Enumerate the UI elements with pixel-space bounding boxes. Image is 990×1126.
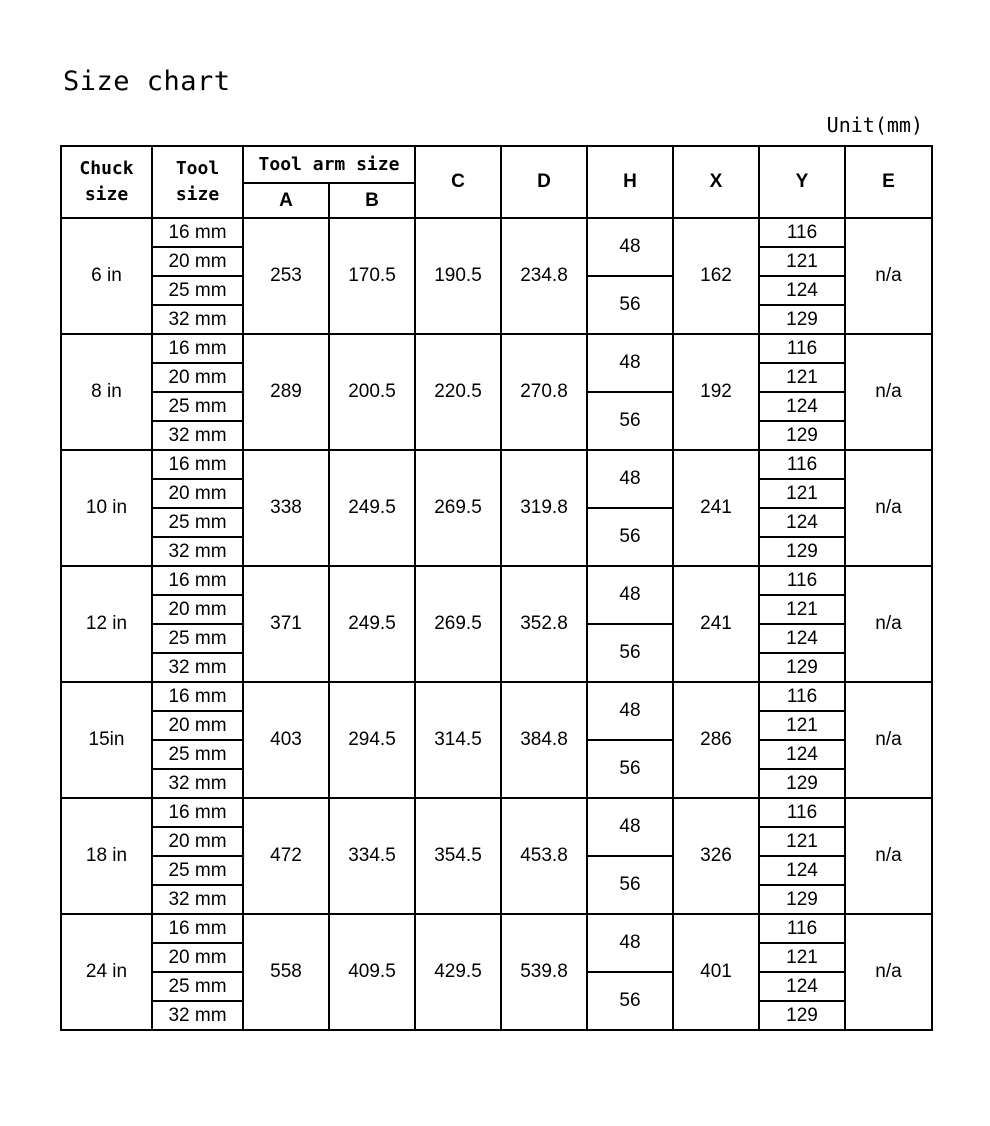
d-cell: 270.8 (501, 334, 587, 450)
h-cell: 48 (587, 798, 673, 856)
c-cell: 269.5 (415, 566, 501, 682)
y-cell: 129 (759, 421, 845, 450)
tool-size-cell: 25 mm (152, 972, 243, 1001)
b-cell: 409.5 (329, 914, 415, 1030)
a-cell: 338 (243, 450, 329, 566)
header-e: E (845, 146, 932, 218)
y-cell: 124 (759, 624, 845, 653)
tool-size-cell: 16 mm (152, 218, 243, 247)
y-cell: 124 (759, 972, 845, 1001)
b-cell: 294.5 (329, 682, 415, 798)
a-cell: 558 (243, 914, 329, 1030)
tool-size-cell: 25 mm (152, 276, 243, 305)
a-cell: 403 (243, 682, 329, 798)
h-cell: 48 (587, 218, 673, 276)
tool-size-cell: 32 mm (152, 769, 243, 798)
x-cell: 326 (673, 798, 759, 914)
y-cell: 116 (759, 218, 845, 247)
y-cell: 116 (759, 450, 845, 479)
tool-size-cell: 20 mm (152, 943, 243, 972)
table-row (61, 566, 932, 595)
tool-size-cell: 20 mm (152, 595, 243, 624)
h-cell: 56 (587, 508, 673, 566)
tool-size-cell: 32 mm (152, 537, 243, 566)
h-cell: 48 (587, 682, 673, 740)
chuck-size-cell: 18 in (61, 798, 152, 914)
b-cell: 170.5 (329, 218, 415, 334)
table-row (61, 914, 932, 943)
table-row (61, 218, 932, 247)
b-cell: 334.5 (329, 798, 415, 914)
c-cell: 269.5 (415, 450, 501, 566)
tool-size-cell: 20 mm (152, 363, 243, 392)
h-cell: 56 (587, 972, 673, 1030)
e-cell: n/a (845, 450, 932, 566)
a-cell: 371 (243, 566, 329, 682)
header-chuck-size: Chuck size (61, 146, 152, 218)
d-cell: 384.8 (501, 682, 587, 798)
tool-size-cell: 32 mm (152, 885, 243, 914)
header-a: A (243, 183, 329, 218)
tool-size-cell: 16 mm (152, 914, 243, 943)
b-cell: 249.5 (329, 566, 415, 682)
e-cell: n/a (845, 566, 932, 682)
tool-size-cell: 20 mm (152, 827, 243, 856)
header-b: B (329, 183, 415, 218)
tool-size-cell: 32 mm (152, 1001, 243, 1030)
e-cell: n/a (845, 334, 932, 450)
tool-size-cell: 25 mm (152, 392, 243, 421)
tool-size-cell: 16 mm (152, 566, 243, 595)
table-row (61, 682, 932, 711)
e-cell: n/a (845, 798, 932, 914)
h-cell: 48 (587, 566, 673, 624)
a-cell: 289 (243, 334, 329, 450)
y-cell: 116 (759, 566, 845, 595)
a-cell: 253 (243, 218, 329, 334)
header-tool-size: Tool size (152, 146, 243, 218)
d-cell: 539.8 (501, 914, 587, 1030)
y-cell: 124 (759, 856, 845, 885)
h-cell: 56 (587, 276, 673, 334)
x-cell: 401 (673, 914, 759, 1030)
y-cell: 129 (759, 769, 845, 798)
tool-size-cell: 32 mm (152, 305, 243, 334)
tool-size-cell: 16 mm (152, 450, 243, 479)
y-cell: 124 (759, 740, 845, 769)
c-cell: 354.5 (415, 798, 501, 914)
y-cell: 124 (759, 276, 845, 305)
y-cell: 116 (759, 798, 845, 827)
y-cell: 124 (759, 392, 845, 421)
tool-size-cell: 20 mm (152, 711, 243, 740)
c-cell: 190.5 (415, 218, 501, 334)
y-cell: 121 (759, 479, 845, 508)
table-body (61, 218, 932, 1030)
y-cell: 116 (759, 914, 845, 943)
page-title: Size chart (63, 66, 231, 97)
y-cell: 121 (759, 711, 845, 740)
c-cell: 314.5 (415, 682, 501, 798)
chuck-size-cell: 6 in (61, 218, 152, 334)
c-cell: 220.5 (415, 334, 501, 450)
y-cell: 121 (759, 363, 845, 392)
tool-size-cell: 20 mm (152, 247, 243, 276)
chuck-size-cell: 15in (61, 682, 152, 798)
tool-size-cell: 20 mm (152, 479, 243, 508)
x-cell: 241 (673, 450, 759, 566)
tool-size-cell: 25 mm (152, 624, 243, 653)
h-cell: 48 (587, 914, 673, 972)
header-c: C (415, 146, 501, 218)
x-cell: 241 (673, 566, 759, 682)
x-cell: 286 (673, 682, 759, 798)
y-cell: 129 (759, 537, 845, 566)
header-x: X (673, 146, 759, 218)
x-cell: 162 (673, 218, 759, 334)
y-cell: 121 (759, 943, 845, 972)
header-tool-arm-size: Tool arm size (243, 146, 415, 183)
y-cell: 129 (759, 885, 845, 914)
d-cell: 352.8 (501, 566, 587, 682)
d-cell: 319.8 (501, 450, 587, 566)
a-cell: 472 (243, 798, 329, 914)
d-cell: 453.8 (501, 798, 587, 914)
b-cell: 200.5 (329, 334, 415, 450)
tool-size-cell: 25 mm (152, 740, 243, 769)
h-cell: 56 (587, 740, 673, 798)
tool-size-cell: 32 mm (152, 421, 243, 450)
header-h: H (587, 146, 673, 218)
table-row (61, 450, 932, 479)
tool-size-cell: 25 mm (152, 508, 243, 537)
size-chart-table (60, 145, 933, 1031)
d-cell: 234.8 (501, 218, 587, 334)
e-cell: n/a (845, 682, 932, 798)
y-cell: 116 (759, 682, 845, 711)
y-cell: 121 (759, 247, 845, 276)
b-cell: 249.5 (329, 450, 415, 566)
y-cell: 129 (759, 305, 845, 334)
table-row (61, 334, 932, 363)
tool-size-cell: 16 mm (152, 334, 243, 363)
tool-size-cell: 16 mm (152, 682, 243, 711)
h-cell: 56 (587, 856, 673, 914)
chuck-size-cell: 24 in (61, 914, 152, 1030)
chuck-size-cell: 8 in (61, 334, 152, 450)
y-cell: 124 (759, 508, 845, 537)
x-cell: 192 (673, 334, 759, 450)
table-header (61, 146, 932, 218)
y-cell: 129 (759, 1001, 845, 1030)
header-y: Y (759, 146, 845, 218)
e-cell: n/a (845, 218, 932, 334)
y-cell: 129 (759, 653, 845, 682)
chuck-size-cell: 12 in (61, 566, 152, 682)
h-cell: 48 (587, 334, 673, 392)
y-cell: 121 (759, 827, 845, 856)
y-cell: 121 (759, 595, 845, 624)
tool-size-cell: 32 mm (152, 653, 243, 682)
table-row (61, 798, 932, 827)
h-cell: 56 (587, 392, 673, 450)
y-cell: 116 (759, 334, 845, 363)
h-cell: 48 (587, 450, 673, 508)
tool-size-cell: 16 mm (152, 798, 243, 827)
e-cell: n/a (845, 914, 932, 1030)
chuck-size-cell: 10 in (61, 450, 152, 566)
h-cell: 56 (587, 624, 673, 682)
unit-label: Unit(mm) (826, 113, 923, 137)
header-d: D (501, 146, 587, 218)
c-cell: 429.5 (415, 914, 501, 1030)
tool-size-cell: 25 mm (152, 856, 243, 885)
